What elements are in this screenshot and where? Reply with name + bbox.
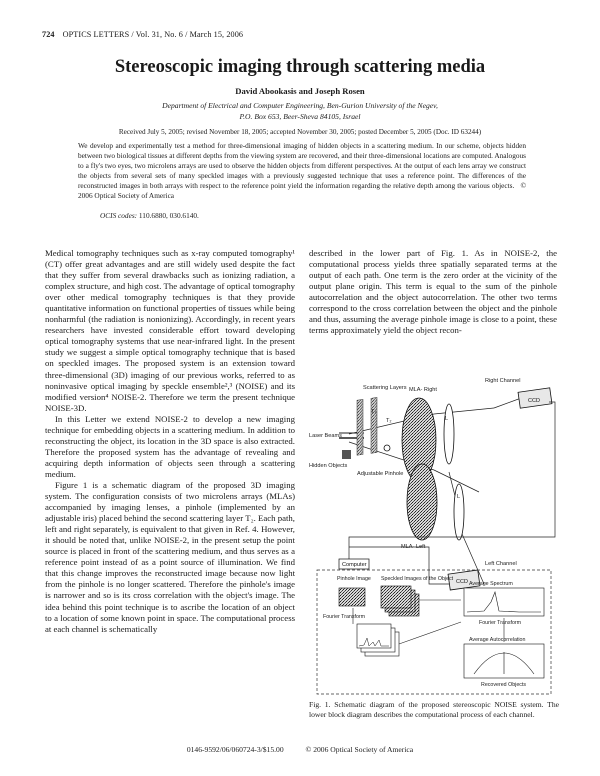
abstract bbox=[78, 141, 526, 202]
footer-copyright: © 2006 Optical Society of America bbox=[305, 745, 414, 754]
running-header bbox=[42, 30, 243, 39]
label-right-channel: Right Channel bbox=[485, 378, 521, 384]
label-l1: L bbox=[445, 416, 449, 422]
body-paragraph-2: In this Letter we extend NOISE-2 to develop a new imaging technique for embedding objects in a scattering medium. In addition to reconstructing the object, its location in the 3D space is also extracted. Therefore the proposed system has the advantage of revealing and acquiring depth information of objects seen through a scattering medium. bbox=[45, 413, 295, 479]
body-paragraph-4: described in the lower part of Fig. 1. As in NOISE-2, the computational process yields three spatially separated terms at the output of each path. One term is the zero order at the vicinity of the output plane origin. This term is equal to the sum of the pinhole autocorrelation and the object autocorrelation. The other two terms correspond to the cross correlation between the object and the pinhole and thus, assuming the average pinhole image is close to a point, these terms approximately yield the object recon- bbox=[309, 248, 557, 336]
label-t2: T₂ bbox=[386, 418, 392, 424]
spectrum-stack bbox=[357, 624, 399, 656]
ocis-label: OCIS codes: bbox=[100, 211, 138, 220]
page-footer bbox=[0, 745, 600, 754]
label-hidden-objects: Hidden Objects bbox=[309, 463, 348, 469]
affiliation bbox=[0, 100, 600, 122]
label-adjustable-pinhole: Adjustable Pinhole bbox=[357, 471, 404, 477]
lens-right bbox=[444, 404, 454, 464]
ocis-codes bbox=[78, 211, 526, 221]
left-column bbox=[45, 248, 295, 635]
received-dates: Received July 5, 2005; revised November 18, 2005; accepted November 30, 2005; posted December 5, 2005 (Doc. ID 63244) bbox=[118, 128, 482, 136]
affiliation-line-2: P.O. Box 653, Beer-Sheva 84105, Israel bbox=[239, 112, 361, 121]
label-average-autocorrelation: Average Autocorrelation bbox=[469, 637, 526, 643]
ccd-left-label: CCD bbox=[456, 579, 468, 585]
pinhole-image-thumb bbox=[339, 588, 365, 606]
label-left-channel: Left Channel bbox=[485, 561, 517, 567]
label-average-spectrum: Average Spectrum bbox=[469, 581, 513, 587]
label-t1: T₁ bbox=[371, 409, 377, 415]
figure-1-caption: Fig. 1. Schematic diagram of the proposed stereoscopic NOISE system. The lower block diagram describes the computational process of each channel. bbox=[309, 700, 559, 719]
footer-code: 0146-9592/06/060724-3/$15.00 bbox=[186, 745, 284, 754]
label-recovered-objects: Recovered Objects bbox=[481, 682, 527, 688]
abstract-copyright: © 2006 Optical Society of America bbox=[78, 181, 526, 201]
ocis-values: 110.6880, 030.6140. bbox=[138, 211, 199, 220]
affiliation-line-1: Department of Electrical and Computer Engineering, Ben-Gurion University of the Negev, bbox=[162, 101, 438, 110]
label-mla-right: MLA- Right bbox=[409, 387, 437, 393]
label-computer: Computer bbox=[342, 562, 367, 568]
abstract-text: We develop and experimentally test a method for three-dimensional imaging of hidden objects in a scattering medium. In our scheme, objects hidden between two biological tissues at different depths from the viewing system are recovered, and their three-dimensional locations are computed. Analogous to a fly's two eyes, two microlens arrays are used to observe the hidden objects from different perspectives. At the output of each lens array we construct the objects from several sets of many speckled images with a previously suggested technique that uses a reference point. The differences of the reconstructed images in both arrays with respect to the reference point yield the information regarding the relative depth among the various objects. bbox=[78, 141, 526, 191]
figure-1-diagram bbox=[309, 362, 559, 697]
body-paragraph-3: Figure 1 is a schematic diagram of the proposed 3D imaging system. The configuration consists of two microlens arrays (MLAs) accompanied by imaging lenses, a pinhole (implemented by an adjustable iris) placed behind the second scattering layer T₂. Each path, left and right separately, is equivalent to that given in Ref. 4. However, it should be noted that, unlike NOISE-2, in the present setup the point source is placed in front of the scattering medium, and thus serves as a reference point instead of as a point source of illumination. We find that this change improves the reconstructed image because now light from the pinhole is no longer scattered. Therefore the pinhole's image is narrower and so is its cross correlation with the object's image. The idea behind this point technique is to ascribe the location of an object to a location of some known point in space. The computational process at each channel is schematically bbox=[45, 479, 295, 634]
speckled-image-stack bbox=[381, 586, 419, 616]
authors: David Abookasis and Joseph Rosen bbox=[235, 86, 365, 96]
ccd-right bbox=[518, 388, 552, 408]
paper-title: Stereoscopic imaging through scattering media bbox=[114, 57, 486, 77]
pinhole-marker bbox=[384, 445, 390, 451]
hidden-object-marker bbox=[342, 450, 351, 459]
label-scattering-layers: Scattering Layers bbox=[363, 385, 407, 391]
page-number: 724 bbox=[42, 30, 55, 39]
label-fourier-transform-right: Fourier Transform bbox=[479, 620, 522, 626]
journal-citation: OPTICS LETTERS / Vol. 31, No. 6 / March 15, 2006 bbox=[62, 30, 244, 39]
mla-left-disc bbox=[407, 464, 437, 540]
lens-left bbox=[454, 484, 464, 540]
scattering-layers bbox=[357, 397, 377, 455]
body-paragraph-1: Medical tomography techniques such as x-ray computed tomography¹ (CT) offer great advantages and are still widely used despite the fact that they suffer from several drawbacks such as ionizing radiation, a complex structure, and high cost. The advantage of optical tomography over other medical tomography techniques is that they provide quantitative information on functional properties of tissues while being nonharmful (the radiation is nonionizing). Accordingly, in recent years researchers have invested considerable effort toward developing optical tomography systems that use near-infrared light. In the present study we suggest a simple optical tomography technique that is based on speckled images. The proposed system is an extension toward three-dimensional (3D) imaging of our previous works, referred to as noninvasive optical imaging by speckle ensemble²,³ (NOISE) and its modified version⁴ NOISE-2. Therefore we term the present technique NOISE-3D. bbox=[45, 248, 295, 413]
right-column bbox=[309, 248, 557, 336]
ccd-right-label: CCD bbox=[528, 398, 540, 404]
label-mla-left: MLA- Left bbox=[401, 544, 426, 550]
label-pinhole-image: Pinhole Image bbox=[337, 576, 371, 582]
label-laser-beams: Laser Beams bbox=[309, 433, 342, 439]
label-speckled-images: Speckled Images of the Object bbox=[381, 576, 454, 582]
label-l2: L bbox=[457, 494, 461, 500]
label-fourier-transform-left: Fourier Transform bbox=[323, 614, 366, 620]
